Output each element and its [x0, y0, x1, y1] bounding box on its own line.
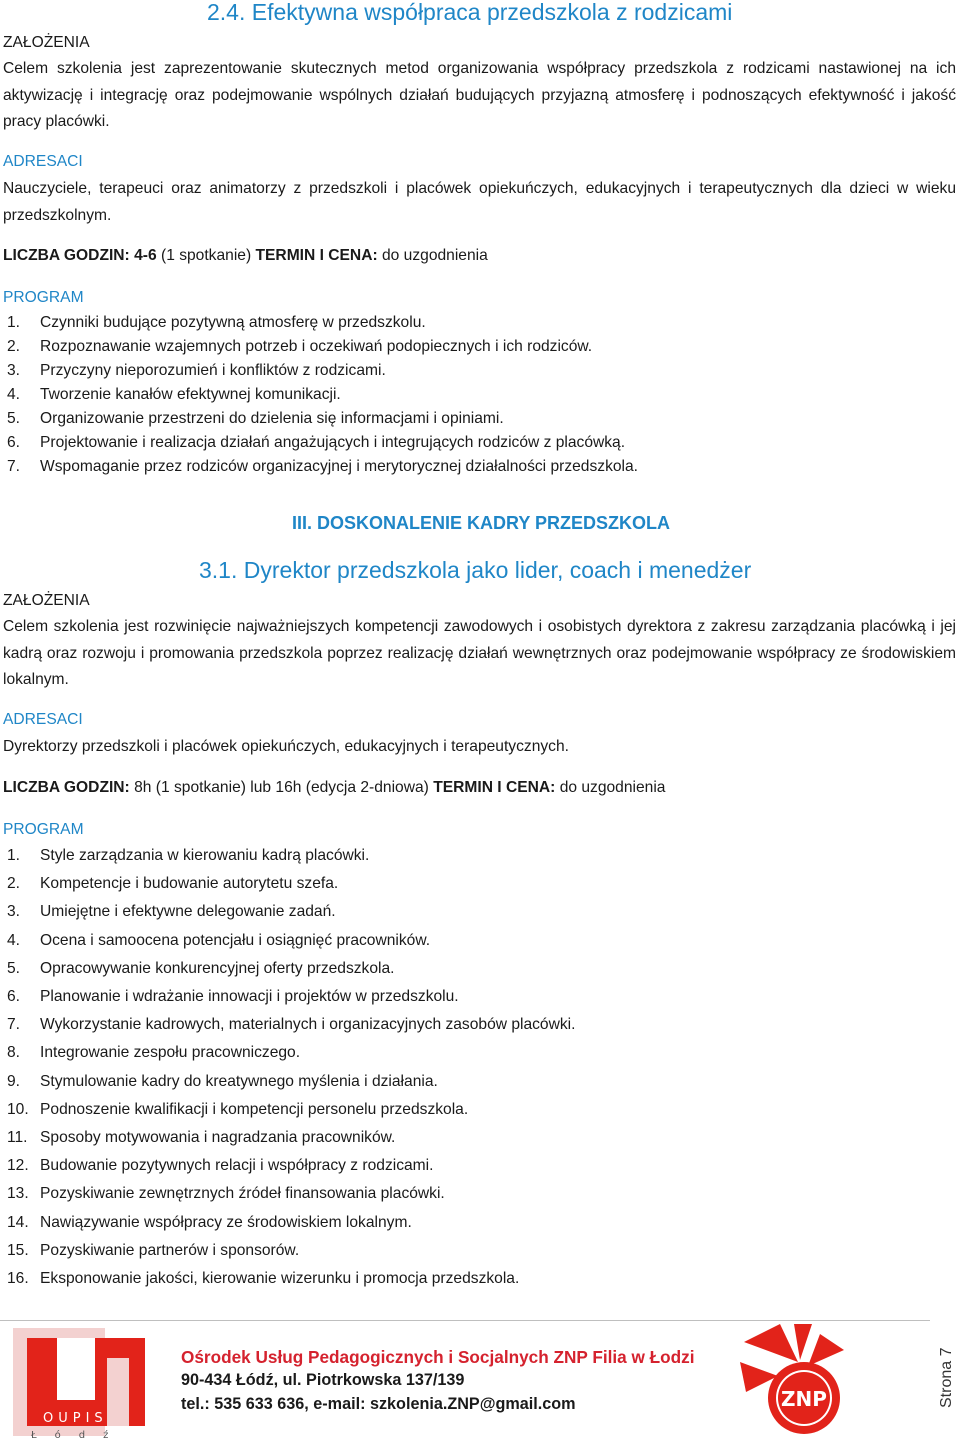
footer-contact: tel.: 535 633 636, e-mail: szkolenia.ZNP@gmail.com [181, 1395, 576, 1413]
list-item: 12. Budowanie pozytywnych relacji i współpracy z rodzicami. [7, 1157, 434, 1175]
program-label-3-1: PROGRAM [3, 821, 84, 838]
zalozenia-label-2-4: ZAŁOŻENIA [3, 34, 90, 51]
page-number: Strona 7 [938, 1347, 955, 1408]
hours-value: 8h (1 spotkanie) lub 16h (edycja 2-dniowa) [134, 779, 429, 796]
list-item: 1. Style zarządzania w kierowaniu kadrą placówki. [7, 847, 370, 864]
termin-label: TERMIN I CENA: [255, 247, 378, 264]
section-2-4-title: 2.4. Efektywna współpraca przedszkola z rodzicami [207, 0, 733, 25]
hours-label: LICZBA GODZIN: [3, 247, 130, 264]
termin-label: TERMIN I CENA: [433, 779, 556, 796]
termin-value: do uzgodnienia [382, 247, 488, 264]
section-3-heading: III. DOSKONALENIE KADRY PRZEDSZKOLA [292, 513, 671, 533]
list-item: 7. Wspomaganie przez rodziców organizacyjnej i merytorycznej działalności przedszkola. [7, 458, 639, 475]
program-label-2-4: PROGRAM [3, 289, 84, 306]
adresaci-label-2-4: ADRESACI [3, 153, 83, 170]
oupis-logo-text: OUPIS [43, 1411, 108, 1426]
list-item: 2. Rozpoznawanie wzajemnych potrzeb i oczekiwań podopiecznych i ich rodziców. [7, 338, 593, 355]
znp-logo-text: ZNP [781, 1387, 827, 1411]
list-item: 13. Pozyskiwanie zewnętrznych źródeł finansowania placówki. [7, 1185, 445, 1203]
hours-label: LICZBA GODZIN: [3, 779, 130, 796]
footer-address: 90-434 Łódź, ul. Piotrkowska 137/139 [181, 1371, 465, 1389]
list-item: 16. Eksponowanie jakości, kierowanie wizerunku i promocja przedszkola. [7, 1270, 520, 1288]
termin-value: do uzgodnienia [559, 779, 666, 796]
list-item: 9. Stymulowanie kadry do kreatywnego myślenia i działania. [7, 1072, 438, 1090]
hours-value: 4-6 [134, 247, 157, 264]
footer-org-name: Ośrodek Usług Pedagogicznych i Socjalnych ZNP Filia w Łodzi [181, 1347, 695, 1367]
list-item: 15. Pozyskiwanie partnerów i sponsorów. [7, 1241, 300, 1259]
list-item: 4. Ocena i samoocena potencjału i osiągnięć pracowników. [7, 931, 431, 949]
list-item: 14. Nawiązywanie współpracy ze środowiskiem lokalnym. [7, 1213, 412, 1231]
list-item: 6. Projektowanie i realizacja działań angażujących i integrujących rodziców z placówką. [7, 434, 626, 451]
oupis-logo-city: Łódź [31, 1430, 127, 1440]
oupis-logo [5, 1322, 150, 1440]
znp-logo [738, 1322, 850, 1438]
list-item: 3. Umiejętne i efektywne delegowanie zadań. [7, 903, 336, 921]
zalozenia-text-2-4: Celem szkolenia jest zaprezentowanie skutecznych metod organizowania współpracy przedszkola z rodzicami nastawionej na ich aktywizację i integrację oraz podejmowanie wspólnych działań budujących przyjazną atmosferę i podnoszących efektywność i jakość pracy placówki. [3, 60, 956, 130]
zalozenia-label-3-1: ZAŁOŻENIA [3, 592, 90, 609]
hours-line-3-1 [3, 776, 665, 800]
adresaci-label-3-1: ADRESACI [3, 711, 83, 728]
list-item: 3. Przyczyny nieporozumień i konfliktów z rodzicami. [7, 362, 386, 379]
list-item: 10. Podnoszenie kwalifikacji i kompetencji personelu przedszkola. [7, 1100, 469, 1118]
list-item: 4. Tworzenie kanałów efektywnej komunikacji. [7, 386, 341, 403]
list-item: 5. Organizowanie przestrzeni do dzielenia się informacjami i opiniami. [7, 410, 504, 427]
list-item: 8. Integrowanie zespołu pracowniczego. [7, 1044, 301, 1062]
zalozenia-text-3-1: Celem szkolenia jest rozwinięcie najważniejszych kompetencji zawodowych i osobistych dyrektora z zakresu zarządzania placówką i jej kadrą oraz rozwoju i promowania przedszkola poprzez realizację działań wewnętrznych oraz podejmowanie współpracy ze środowiskiem lokalnym. [3, 618, 956, 688]
hours-note: (1 spotkanie) [161, 247, 252, 264]
section-3-1-title: 3.1. Dyrektor przedszkola jako lider, coach i menedżer [199, 557, 752, 583]
list-item: 6. Planowanie i wdrażanie innowacji i projektów w przedszkolu. [7, 988, 459, 1006]
hours-line-2-4 [3, 244, 488, 268]
adresaci-text-3-1: Dyrektorzy przedszkoli i placówek opiekuńczych, edukacyjnych i terapeutycznych. [3, 738, 569, 755]
program-list-2-4 [0, 311, 638, 479]
list-item: 5. Opracowywanie konkurencyjnej oferty przedszkola. [7, 959, 395, 977]
program-list-3-1 [0, 842, 575, 1293]
list-item: 11. Sposoby motywowania i nagradzania pracowników. [7, 1129, 396, 1147]
list-item: 7. Wykorzystanie kadrowych, materialnych i organizacyjnych zasobów placówki. [7, 1016, 576, 1034]
list-item: 1. Czynniki budujące pozytywną atmosferę w przedszkolu. [7, 314, 426, 331]
adresaci-text-2-4: Nauczyciele, terapeuci oraz animatorzy z przedszkoli i placówek opiekuńczych, edukacyjnych i terapeutycznych dla dzieci w wieku przedszkolnym. [3, 180, 956, 224]
footer-divider [0, 1320, 930, 1321]
list-item: 2. Kompetencje i budowanie autorytetu szefa. [7, 875, 339, 893]
